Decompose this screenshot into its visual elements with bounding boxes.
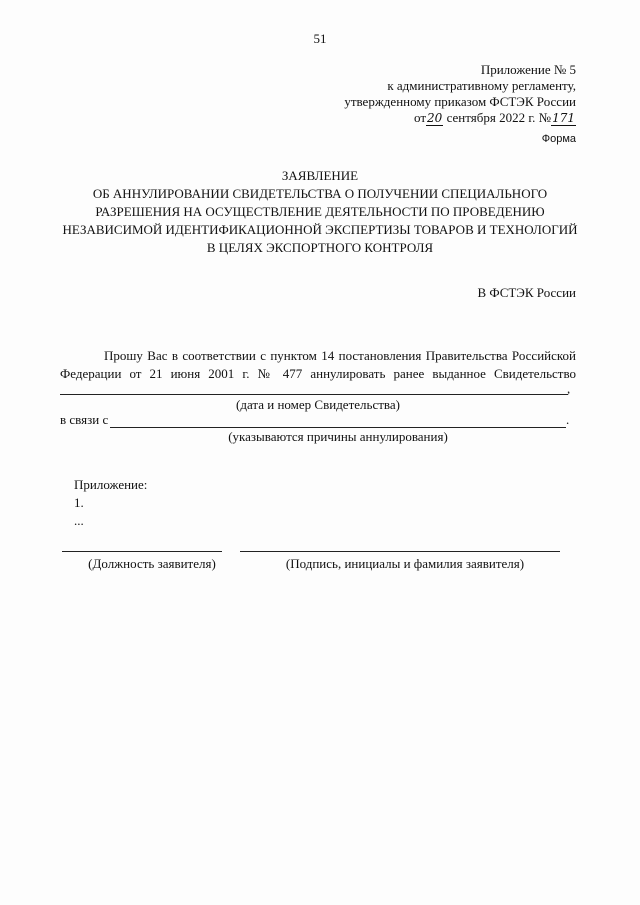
- signature-field[interactable]: [240, 551, 560, 552]
- addressee: В ФСТЭК России: [477, 285, 576, 300]
- title-line-5: В ЦЕЛЯХ ЭКСПОРТНОГО КОНТРОЛЯ: [206, 240, 434, 255]
- reason-caption: (указываются причины аннулирования): [228, 429, 448, 444]
- signature-caption: (Подпись, инициалы и фамилия заявителя): [285, 556, 525, 571]
- reason-period: .: [566, 412, 570, 427]
- attachments-label: Приложение:: [74, 477, 148, 492]
- document-title: [40, 167, 600, 257]
- appendix-order: утвержденному приказом ФСТЭК России: [344, 94, 576, 109]
- appendix-regulation: к административному регламенту,: [387, 78, 576, 93]
- reason-field[interactable]: [110, 427, 566, 428]
- certificate-field[interactable]: [60, 394, 568, 395]
- appendix-date-line: [344, 110, 576, 126]
- paragraph-line-2: Федерации от 21 июня 2001 г. № 477 аннулировать ранее выданное Свидетельство: [60, 366, 576, 381]
- date-middle: сентября 2022 г. №: [446, 110, 552, 125]
- page-number: 51: [313, 31, 327, 46]
- reason-prefix: в связи с: [60, 412, 109, 427]
- attachment-ellipsis: ...: [74, 513, 84, 528]
- attachment-item-1: 1.: [74, 495, 84, 510]
- paragraph-line-1: Прошу Вас в соответствии с пунктом 14 постановления Правительства Российской: [104, 348, 576, 363]
- attachments: [74, 476, 147, 530]
- certificate-comma: ,: [567, 381, 571, 396]
- appendix-header: [344, 62, 576, 126]
- title-line-4: НЕЗАВИСИМОЙ ИДЕНТИФИКАЦИОННОЙ ЭКСПЕРТИЗЫ ТОВАРОВ И ТЕХНОЛОГИЙ: [62, 222, 578, 237]
- request-paragraph: [60, 347, 576, 383]
- form-label: Форма: [541, 133, 576, 145]
- date-prefix: от: [414, 110, 427, 125]
- title-line-2: ОБ АННУЛИРОВАНИИ СВИДЕТЕЛЬСТВА О ПОЛУЧЕНИИ СПЕЦИАЛЬНОГО: [92, 186, 548, 201]
- position-field[interactable]: [62, 551, 222, 552]
- title-line-1: ЗАЯВЛЕНИЕ: [281, 168, 359, 183]
- appendix-number: Приложение № 5: [480, 62, 576, 77]
- title-line-3: РАЗРЕШЕНИЯ НА ОСУЩЕСТВЛЕНИЕ ДЕЯТЕЛЬНОСТИ ПО ПРОВЕДЕНИЮ: [95, 204, 545, 219]
- position-caption: (Должность заявителя): [88, 556, 216, 571]
- certificate-caption: (дата и номер Свидетельства): [236, 397, 400, 412]
- handwritten-day: 20: [427, 111, 443, 125]
- handwritten-order-number: 171: [552, 111, 575, 125]
